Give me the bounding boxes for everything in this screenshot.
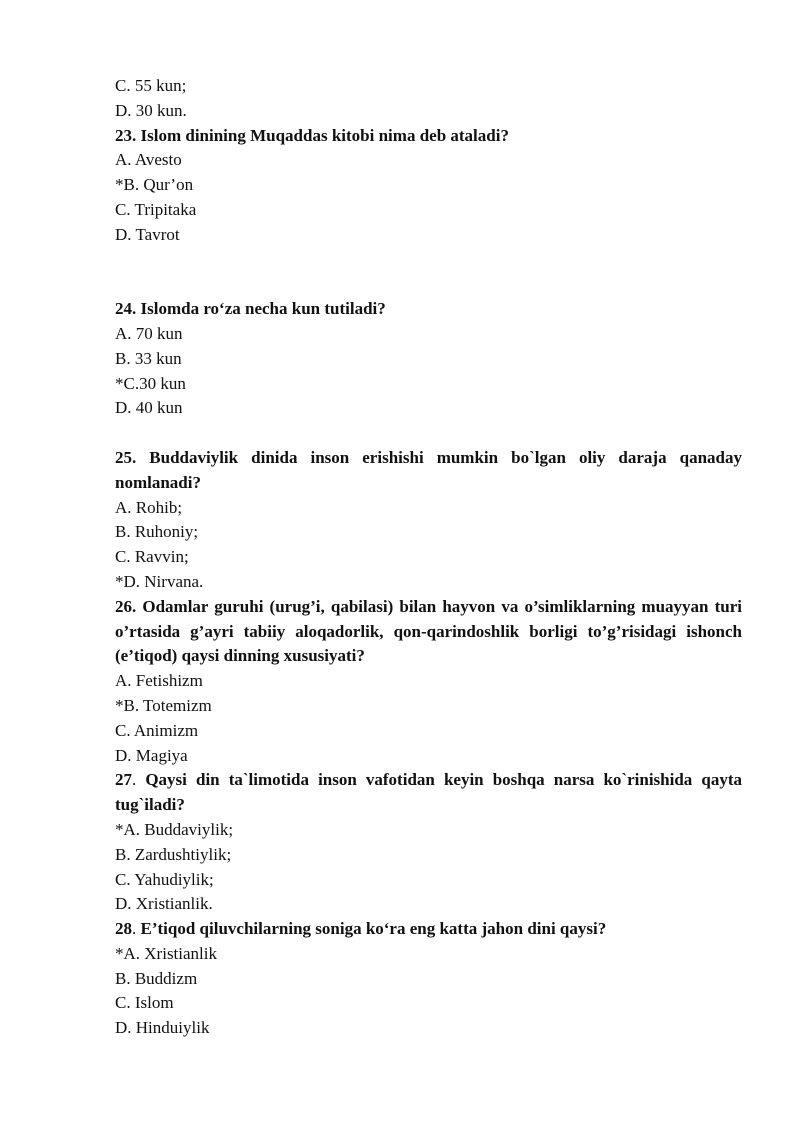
- spacer: [115, 421, 742, 446]
- answer-option: C. Islom: [115, 993, 174, 1013]
- answer-option: D. 40 kun: [115, 398, 183, 418]
- question-24: 24. Islomda ro‘za necha kun tutiladi?: [115, 299, 386, 319]
- answer-option: A. Avesto: [115, 150, 182, 170]
- question-dot: .: [132, 770, 137, 790]
- question-27: [115, 768, 742, 818]
- question-number: 28: [115, 919, 132, 939]
- question-23: 23. Islom dinining Muqaddas kitobi nima deb ataladi?: [115, 125, 509, 145]
- question-text: E’tiqod qiluvchilarning soniga ko‘ra eng katta jahon dini qaysi?: [136, 919, 607, 939]
- answer-option: C. Yahudiylik;: [115, 869, 214, 889]
- answer-option: *B. Totemizm: [115, 695, 212, 715]
- question-26: 26. Odamlar guruhi (urug’i, qabilasi) bilan hayvon va o’simliklarning muayyan turi o’rtasida g’ayri tabiiy aloqadorlik, qon-qarindoshlik borligi to’g’risidagi ishonch (e’tiqod) qaysi dinning xususiyati?: [115, 596, 742, 666]
- answer-option: B. Zardushtiylik;: [115, 844, 232, 864]
- answer-option: A. Rohib;: [115, 497, 183, 517]
- answer-option: C. Tripitaka: [115, 199, 197, 219]
- answer-option: A. Fetishizm: [115, 671, 203, 691]
- answer-option: *B. Qur’on: [115, 175, 194, 195]
- answer-option: A. 70 kun: [115, 323, 183, 343]
- spacer: [115, 248, 742, 298]
- answer-option: *D. Nirvana.: [115, 571, 204, 591]
- question-28: [115, 917, 742, 942]
- answer-option: *C.30 kun: [115, 373, 186, 393]
- question-25: 25. Buddaviylik dinida inson erishishi mumkin bo`lgan oliy daraja qanaday nomlanadi?: [115, 447, 742, 492]
- answer-option: C. 55 kun;: [115, 76, 187, 95]
- answer-option: C. Animizm: [115, 720, 199, 740]
- answer-option: *A. Buddaviylik;: [115, 819, 234, 839]
- question-dot: .: [132, 919, 137, 939]
- document-page: [115, 74, 742, 1041]
- answer-option: D. Xristianlik.: [115, 894, 213, 914]
- answer-option: *A. Xristianlik: [115, 943, 217, 963]
- answer-option: D. 30 kun.: [115, 100, 187, 120]
- answer-option: B. 33 kun: [115, 348, 182, 368]
- question-number: 27: [115, 770, 132, 790]
- answer-option: B. Buddizm: [115, 968, 198, 988]
- answer-option: D. Hinduiylik: [115, 1018, 210, 1038]
- answer-option: C. Ravvin;: [115, 547, 189, 567]
- answer-option: D. Tavrot: [115, 224, 180, 244]
- question-text: Qaysi din ta`limotida inson vafotidan keyin boshqa narsa ko`rinishida qayta tug`iladi?: [115, 770, 742, 815]
- answer-option: D. Magiya: [115, 745, 188, 765]
- answer-option: B. Ruhoniy;: [115, 522, 199, 542]
